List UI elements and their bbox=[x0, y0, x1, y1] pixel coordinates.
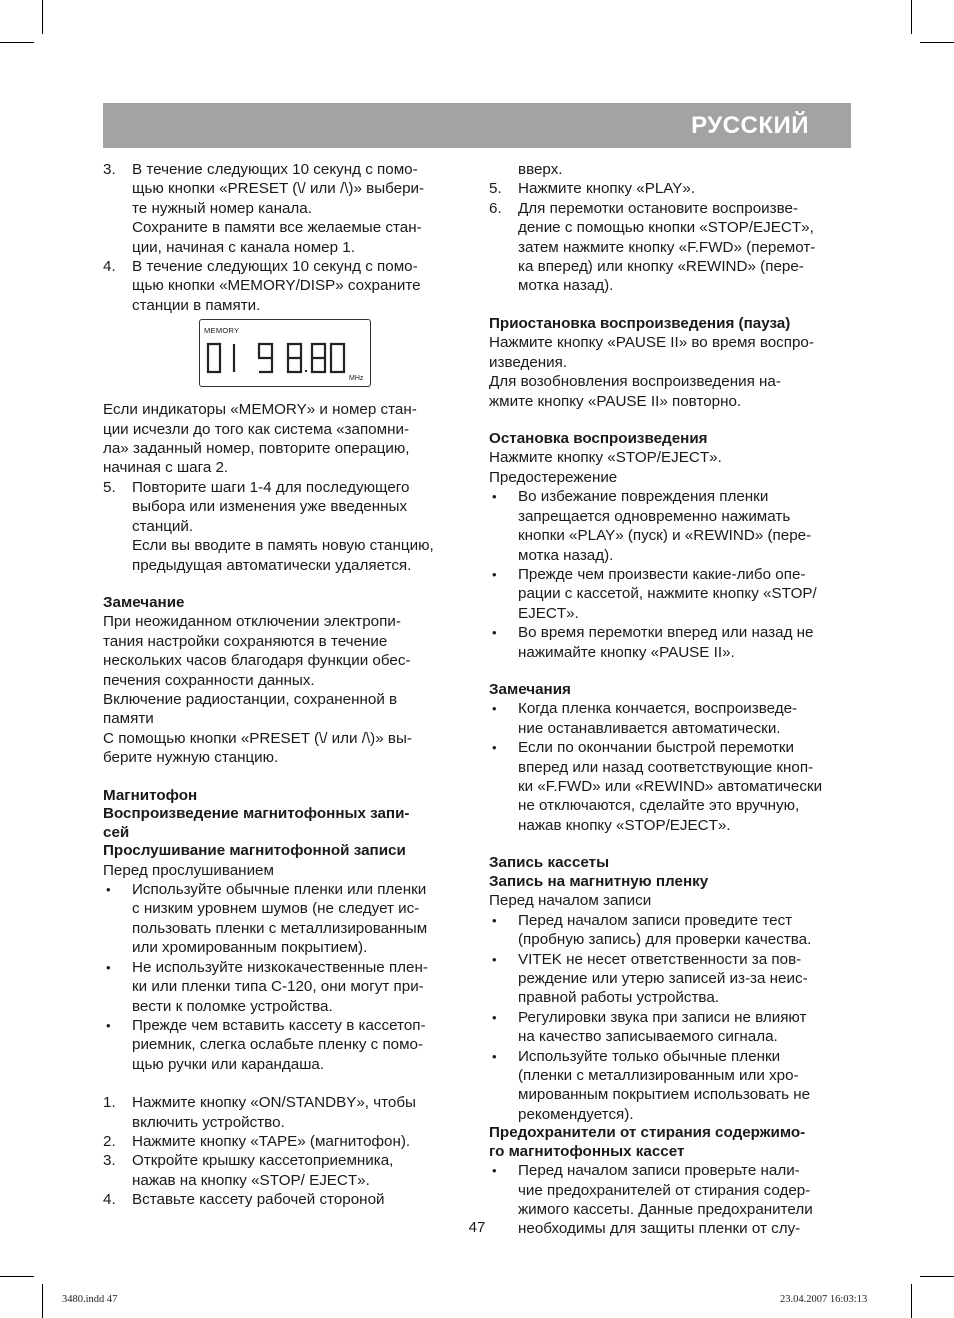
crop-mark bbox=[920, 42, 954, 43]
bullet-item: • Перед началом записи проведите тест (пробную запись) для проверки качества. bbox=[492, 911, 812, 949]
bullet-item: • Не используйте низкокачественные плен- ки или пленки типа С-120, они могут при- вести к поломке устройства. bbox=[106, 958, 428, 1015]
page-number: 47 bbox=[468, 1219, 486, 1236]
bullet-item: • Прежде чем произвести какие-либо опе- рации с кассетой, нажмите кнопку «STOP/ EJECT». bbox=[492, 565, 817, 622]
step-3: 3. В течение следующих 10 секунд с помо- щью кнопки «PRESET (\/ или /\)» выбери- те нужный номер канала. Сохраните в памяти все желаемые стан- ции, начиная с канала номер 1. bbox=[103, 161, 425, 256]
step-4: 4. В течение следующих 10 секунд с помо- щью кнопки «MEMORY/DISP» сохраните станции в памяти. bbox=[103, 258, 421, 314]
stop-section: Остановка воспроизведения Нажмите кнопку «STOP/EJECT». Предостережение • Во избежание повреждения пленки запрещается одновременно нажимать кнопки «PLAY» (пуск) и «REWIND» (пере- мотка назад). • Прежде чем произвести какие-либо опе- рации с кассетой, нажмите кнопку «STOP/ EJECT». • Во время перемотки вперед или назад не нажимайте кнопку «PAUSE II». bbox=[489, 430, 853, 662]
crop-mark bbox=[920, 1276, 954, 1277]
bullet-item: • Во избежание повреждения пленки запрещается одновременно нажимать кнопки «PLAY» (пуск) и «REWIND» (пере- мотка назад). bbox=[492, 488, 812, 564]
header-bar bbox=[103, 103, 851, 148]
section-heading: Воспроизведение магнитофонных запи- bbox=[103, 805, 410, 823]
crop-mark bbox=[911, 0, 912, 34]
bullet-item: • Перед началом записи проверьте нали- чие предохранителей от стирания содер- жимого кассеты. Данные предохранители необходимы для защиты пленки от слу- bbox=[492, 1162, 813, 1238]
language-title: РУССКИЙ bbox=[691, 112, 809, 139]
tape-section: Магнитофон Воспроизведение магнитофонных запи- сей Прослушивание магнитофонной записи Перед прослушиванием • Используйте обычные пленки или пленки с низким уровнем шумов (не следует ис- пользовать пленки с металлизированным или хромированным покрытием). • Не используйте низкокачественные плен- ки или пленки типа С-120, они могут при- вести к поломке устройства. • Прежде чем вставить кассету в кассетоп- риемник, слегка ослабьте пленку с помо- щью ручки или карандаша. 1. Нажмите кнопку «ON/STANDBY», чтобы включить устройство. 2. Нажмите кнопку «TAPE» (магнитофон). 3. Откройте крышку кассетоприемника, нажав на кнопку «STOP/ EJECT». 4. Вставьте кассету рабочей стороной bbox=[103, 787, 465, 1210]
section-heading: сей bbox=[103, 823, 130, 841]
mhz-unit: MHz bbox=[349, 375, 364, 383]
section-heading: Приостановка воспроизведения (пауза) bbox=[489, 314, 791, 332]
bullet-item: • Во время перемотки вперед или назад не нажимайте кнопку «PAUSE II». bbox=[492, 624, 814, 661]
lcd-display-figure bbox=[103, 315, 465, 400]
bullet-item: • Регулировки звука при записи не влияют на качество записываемого сигнала. bbox=[492, 1008, 807, 1046]
tape-step-2: 2. Нажмите кнопку «TAPE» (магнитофон). bbox=[103, 1132, 411, 1150]
tape-step-3: 3. Откройте крышку кассетоприемника, нажав на кнопку «STOP/ EJECT». bbox=[103, 1152, 394, 1189]
crop-mark bbox=[911, 1284, 912, 1318]
crop-mark bbox=[0, 42, 34, 43]
left-column bbox=[103, 160, 465, 1210]
section-heading: Замечания bbox=[489, 680, 571, 698]
lcd-display bbox=[199, 319, 371, 387]
bullet-item: • VITEK не несет ответственности за пов- реждение или утерю записей из-за неис- правной работы устройства. bbox=[492, 950, 808, 1007]
bullet-item: • Если по окончании быстрой перемотки вперед или назад соответствующие кноп- ки «F.FWD» или «REWIND» автоматически не отключаются, сделайте это вручную, нажав кнопку «STOP/EJECT». bbox=[492, 739, 823, 834]
tape-step-6: 6. Для перемотки остановите воспроизве- дение с помощью кнопки «STOP/EJECT», затем нажмите кнопку «F.FWD» (перемот- ка вперед) или кнопку «REWIND» (пере- мотка назад). bbox=[489, 199, 816, 295]
memory-indicator: MEMORY bbox=[204, 326, 240, 336]
bullet-item: • Используйте обычные пленки или пленки с низким уровнем шумов (не следует ис- пользовать пленки с металлизированным или хромированным покрытием). bbox=[106, 881, 428, 957]
crop-mark bbox=[0, 1276, 34, 1277]
note-section: Замечание При неожиданном отключении электропи- тания настройки сохраняются в течение нескольких часов благодаря функции обес- печения сохранности данных. Включение радиостанции, сохраненной в памяти С помощью кнопки «PRESET (\/ или /\)» вы- берите нужную станцию. bbox=[103, 594, 465, 768]
notes-section bbox=[489, 681, 853, 835]
paragraph-memory: Если индикаторы «MEMORY» и номер стан- ции исчезли до того как система «запомни- ла» заданный номер, повторите операцию, начиная с шага 2. bbox=[103, 401, 417, 477]
pause-section: Приостановка воспроизведения (пауза) Нажмите кнопку «PAUSE II» во время воспро- изведения. Для возобновления воспроизведения на- жмите кнопку «PAUSE II» повторно. bbox=[489, 315, 853, 411]
bullet-item: • Когда пленка кончается, воспроизведе- ние останавливается автоматически. bbox=[492, 700, 798, 737]
right-column: вверх. 5. Нажмите кнопку «PLAY». 6. Для перемотки остановите воспроизве- дение с помощью кнопки «STOP/EJECT», затем нажмите кнопку «F.FWD» (перемот- ка вперед) или кнопку «REWIND» (пере- мотка назад). Приостановка воспроизведения (пауза) Нажмите кнопку «PAUSE II» во время воспро- изведения. Для возобновления воспроизведения на- жмите кнопку «PAUSE II» повторно. Остановка воспроизведения Нажмите кнопку «STOP/EJECT». Предостережение • Во избежание повреждения пленки запрещается одновременно нажимать кнопки «PLAY» (пуск) и «REWIND» (пере- мотка назад). • Прежде чем произвести какие-либо опе- рации с кассетой, нажмите кнопку «STOP/ EJECT». • Во время перемотки вперед или назад не нажимайте кнопку «PAUSE II». Замечания • Когда пленка кончается, воспроизведе- ние останавливается автоматически. • Если по окончании быстрой перемотки вперед или назад соответствующие кноп- ки «F.FWD» или «REWIND» автоматически не отключаются, сделайте это вручную, нажав кнопку «STOP/EJECT». Запись кассеты Запись на магнитную пленку Перед началом записи • Перед началом записи проведите тест (пробную запись) для проверки качества. • VITEK не несет ответственности за пов- реждение или утерю записей из-за неис- правной работы устройства. • Регулировки звука при записи не влияют на качество записываемого сигнала. • Используйте только обычные пленки (пленки с металлизированным или хро- мированным покрытием использовать не рекомендуется). Предохранители от стирания содержимо- го магнитофонных кассет • Перед началом записи проверьте нали- чие предохранителей от стирания содер- жимого кассеты. Данные предохранители необходимы для защиты пленки от слу- bbox=[489, 160, 853, 1239]
crop-mark bbox=[42, 0, 43, 34]
section-heading: Магнитофон bbox=[103, 786, 198, 804]
section-heading: Запись кассеты bbox=[489, 854, 610, 872]
crop-mark bbox=[42, 1284, 43, 1318]
section-heading: Предохранители от стирания содержимо- bbox=[489, 1124, 806, 1142]
section-heading: го магнитофонных кассет bbox=[489, 1142, 685, 1160]
section-heading: Замечание bbox=[103, 593, 185, 611]
bullet-item: • Используйте только обычные пленки (пленки с металлизированным или хро- мированным покрытием использовать не рекомендуется). bbox=[492, 1047, 811, 1123]
section-heading: Запись на магнитную пленку bbox=[489, 872, 709, 890]
recording-section: Запись кассеты Запись на магнитную пленку Перед началом записи • Перед началом записи проведите тест (пробную запись) для проверки качества. • VITEK не несет ответственности за пов- реждение или утерю записей из-за неис- правной работы устройства. • Регулировки звука при записи не влияют на качество записываемого сигнала. • Используйте только обычные пленки (пленки с металлизированным или хро- мированным покрытием использовать не рекомендуется). Предохранители от стирания содержимо- го магнитофонных кассет • Перед началом записи проверьте нали- чие предохранителей от стирания содер- жимого кассеты. Данные предохранители необходимы для защиты пленки от слу- bbox=[489, 854, 853, 1239]
tape-step-1: 1. Нажмите кнопку «ON/STANDBY», чтобы включить устройство. bbox=[103, 1094, 416, 1131]
slug-file: 3480.indd 47 bbox=[62, 1294, 118, 1305]
section-heading: Остановка воспроизведения bbox=[489, 429, 708, 447]
step-5: 5. Повторите шаги 1-4 для последующего выбора или изменения уже введенных станций. Если вы вводите в память новую станцию, предыдущая автоматически удаляется. bbox=[103, 478, 434, 574]
slug-date: 23.04.2007 16:03:13 bbox=[780, 1294, 868, 1305]
tape-step-5: 5. Нажмите кнопку «PLAY». bbox=[489, 180, 696, 198]
tape-step-4: 4. Вставьте кассету рабочей стороной bbox=[103, 1191, 385, 1209]
bullet-item: • Прежде чем вставить кассету в кассетоп- риемник, слегка ослабьте пленку с помо- щью ручки или карандаша. bbox=[106, 1016, 426, 1073]
section-heading: Прослушивание магнитофонной записи bbox=[103, 842, 406, 860]
